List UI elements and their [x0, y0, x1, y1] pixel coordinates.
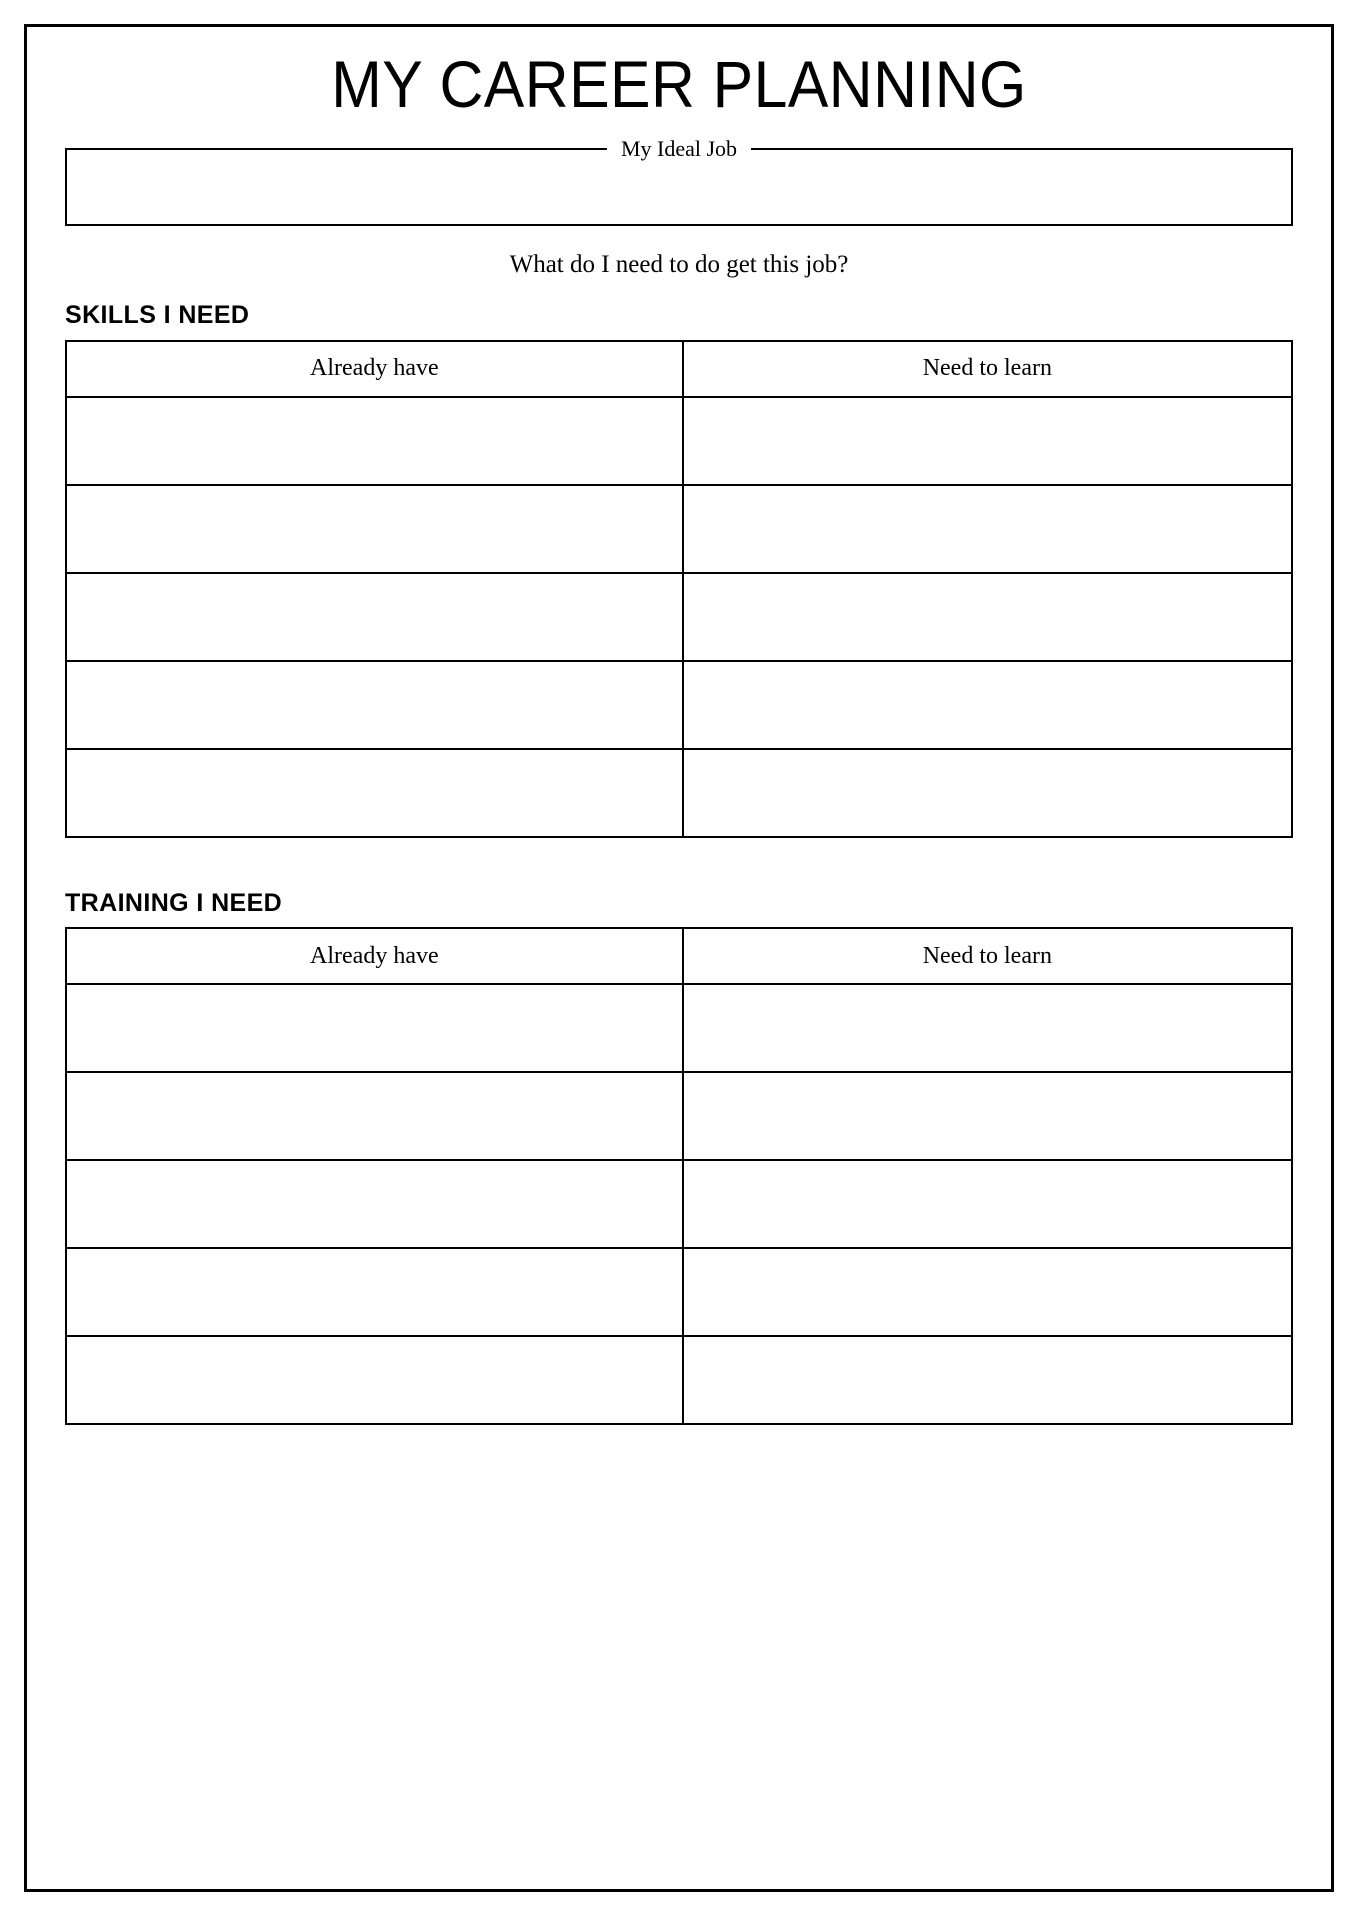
page-title: MY CAREER PLANNING [331, 47, 1027, 121]
table-row [66, 749, 1292, 837]
training-need-to-learn-input-2[interactable] [684, 1073, 1291, 1159]
column-header-already-have: Already have [66, 928, 683, 984]
table-cell-need-to-learn[interactable] [683, 1336, 1292, 1424]
table-cell-already-have[interactable] [66, 1072, 683, 1160]
training-need-to-learn-input-3[interactable] [684, 1161, 1291, 1247]
table-row [66, 573, 1292, 661]
table-cell-need-to-learn[interactable] [683, 1072, 1292, 1160]
table-row [66, 485, 1292, 573]
table-row [66, 1072, 1292, 1160]
skills-already-have-input-2[interactable] [67, 486, 682, 572]
table-cell-already-have[interactable] [66, 1336, 683, 1424]
table-cell-need-to-learn[interactable] [683, 485, 1292, 573]
table-cell-already-have[interactable] [66, 984, 683, 1072]
table-row [66, 1160, 1292, 1248]
skills-already-have-input-4[interactable] [67, 662, 682, 748]
training-table [65, 927, 1293, 1425]
training-table-head [66, 928, 1292, 984]
table-cell-already-have[interactable] [66, 485, 683, 573]
skills-already-have-input-5[interactable] [67, 750, 682, 836]
training-table-body [66, 984, 1292, 1424]
skills-need-to-learn-input-5[interactable] [684, 750, 1291, 836]
skills-table-body [66, 397, 1292, 837]
table-row [66, 661, 1292, 749]
table-cell-need-to-learn[interactable] [683, 749, 1292, 837]
training-already-have-input-2[interactable] [67, 1073, 682, 1159]
table-cell-need-to-learn[interactable] [683, 1160, 1292, 1248]
table-cell-already-have[interactable] [66, 749, 683, 837]
training-already-have-input-5[interactable] [67, 1337, 682, 1423]
table-cell-need-to-learn[interactable] [683, 397, 1292, 485]
table-cell-already-have[interactable] [66, 573, 683, 661]
ideal-job-fieldset [65, 138, 1293, 226]
skills-need-to-learn-input-2[interactable] [684, 486, 1291, 572]
table-header-row [66, 928, 1292, 984]
table-header-row [66, 341, 1292, 397]
training-need-to-learn-input-1[interactable] [684, 985, 1291, 1071]
skills-need-to-learn-input-1[interactable] [684, 398, 1291, 484]
skills-table-head [66, 341, 1292, 397]
worksheet-page [24, 24, 1334, 1892]
table-row [66, 1248, 1292, 1336]
table-cell-already-have[interactable] [66, 397, 683, 485]
skills-already-have-input-1[interactable] [67, 398, 682, 484]
skills-need-to-learn-input-4[interactable] [684, 662, 1291, 748]
training-need-to-learn-input-4[interactable] [684, 1249, 1291, 1335]
worksheet-body [27, 27, 1331, 1889]
training-need-to-learn-input-5[interactable] [684, 1337, 1291, 1423]
column-header-already-have: Already have [66, 341, 683, 397]
training-already-have-input-4[interactable] [67, 1249, 682, 1335]
training-already-have-input-3[interactable] [67, 1161, 682, 1247]
column-header-need-to-learn: Need to learn [683, 341, 1292, 397]
table-cell-need-to-learn[interactable] [683, 1248, 1292, 1336]
table-cell-already-have[interactable] [66, 1160, 683, 1248]
table-row [66, 397, 1292, 485]
skills-already-have-input-3[interactable] [67, 574, 682, 660]
table-cell-need-to-learn[interactable] [683, 661, 1292, 749]
ideal-job-legend: My Ideal Job [620, 136, 738, 162]
guiding-question: What do I need to do get this job? [509, 251, 849, 279]
table-cell-already-have[interactable] [66, 661, 683, 749]
table-cell-need-to-learn[interactable] [683, 573, 1292, 661]
section-heading-training: TRAINING I NEED [65, 888, 283, 917]
training-already-have-input-1[interactable] [67, 985, 682, 1071]
section-heading-skills: SKILLS I NEED [65, 301, 250, 330]
table-row [66, 1336, 1292, 1424]
skills-table [65, 340, 1293, 838]
ideal-job-input[interactable] [67, 160, 1291, 224]
table-cell-need-to-learn[interactable] [683, 984, 1292, 1072]
table-cell-already-have[interactable] [66, 1248, 683, 1336]
column-header-need-to-learn: Need to learn [683, 928, 1292, 984]
table-row [66, 984, 1292, 1072]
skills-need-to-learn-input-3[interactable] [684, 574, 1291, 660]
